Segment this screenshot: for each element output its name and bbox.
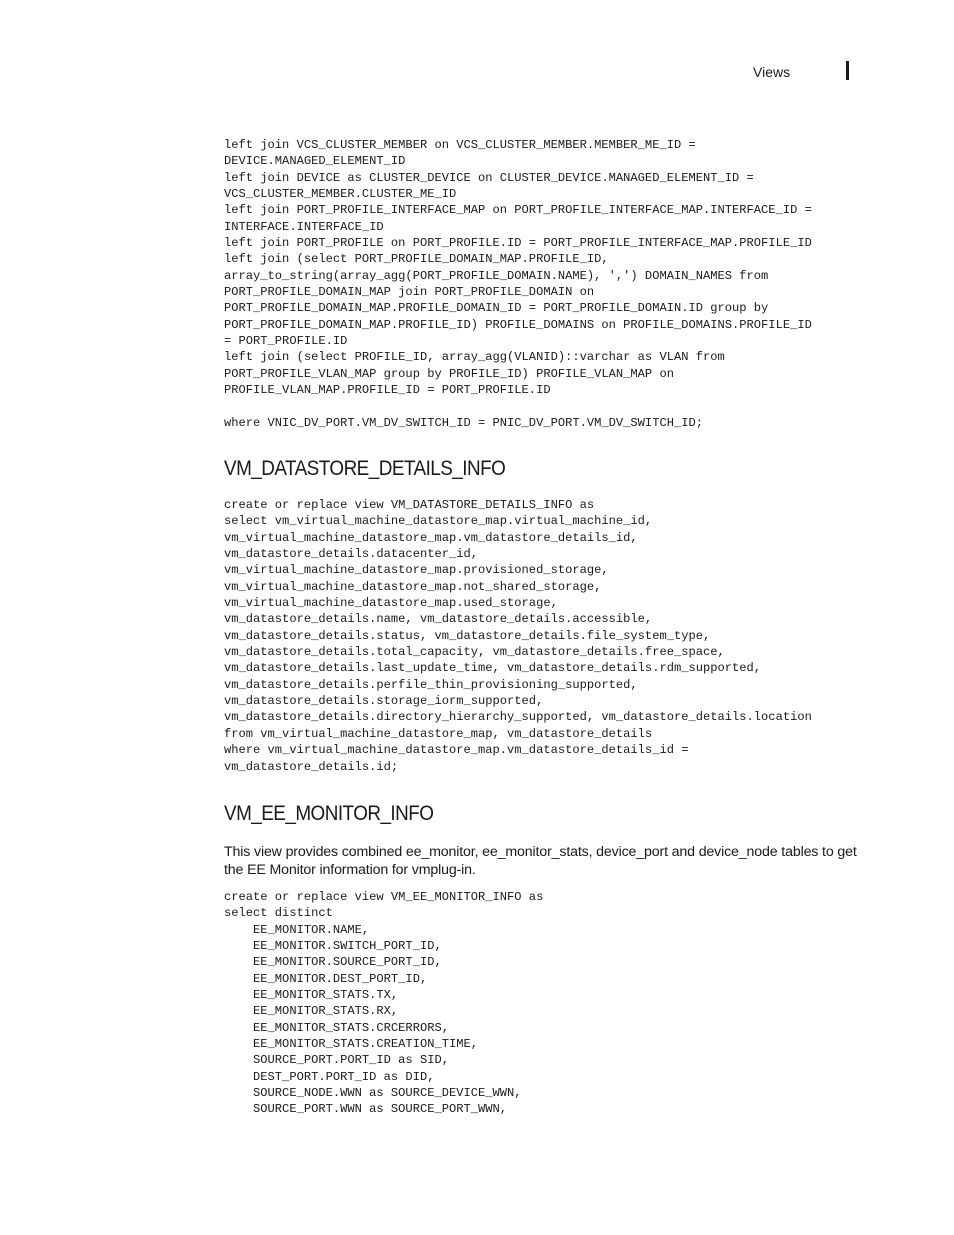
header-marker-bar bbox=[846, 61, 849, 80]
section-heading-datastore-details: VM_DATASTORE_DETAILS_INFO bbox=[224, 457, 506, 480]
ee-monitor-description: This view provides combined ee_monitor, ee_monitor_stats, device_port and device_node tables to get the EE Monitor information for vmplug-in. bbox=[224, 844, 857, 878]
sql-code-block-join-clauses: left join VCS_CLUSTER_MEMBER on VCS_CLUSTER_MEMBER.MEMBER_ME_ID = DEVICE.MANAGED_ELEMENT_ID left join DEVICE as CLUSTER_DEVICE on CLUSTER_DEVICE.MANAGED_ELEMENT_ID = VCS_CLUSTER_MEMBER.CLUSTER_ME_ID left join PORT_PROFILE_INTERFACE_MAP on PORT_PROFILE_INTERFACE_MAP.INTERFACE_ID = INTERFACE.INTERFACE_ID left join PORT_PROFILE on PORT_PROFILE.ID = PORT_PROFILE_INTERFACE_MAP.PROFILE_ID left join (select PORT_PROFILE_DOMAIN_MAP.PROFILE_ID, array_to_string(array_agg(PORT_PROFILE_DOMAIN.NAME), ',') DOMAIN_NAMES from PORT_PROFILE_DOMAIN_MAP join PORT_PROFILE_DOMAIN on PORT_PROFILE_DOMAIN_MAP.PROFILE_DOMAIN_ID = PORT_PROFILE_DOMAIN.ID group by PORT_PROFILE_DOMAIN_MAP.PROFILE_ID) PROFILE_DOMAINS on PROFILE_DOMAINS.PROFILE_ID = PORT_PROFILE.ID left join (select PROFILE_ID, array_agg(VLANID)::varchar as VLAN from PORT_PROFILE_VLAN_MAP group by PROFILE_ID) PROFILE_VLAN_MAP on PROFILE_VLAN_MAP.PROFILE_ID = PORT_PROFILE.ID where VNIC_DV_PORT.VM_DV_SWITCH_ID = PNIC_DV_PORT.VM_DV_SWITCH_ID; bbox=[224, 138, 812, 430]
sql-code-block-ee-monitor: create or replace view VM_EE_MONITOR_INFO as select distinct EE_MONITOR.NAME, EE_MONITOR.SWITCH_PORT_ID, EE_MONITOR.SOURCE_PORT_ID, EE_MONITOR.DEST_PORT_ID, EE_MONITOR_STATS.TX, EE_MONITOR_STATS.RX, EE_MONITOR_STATS.CRCERRORS, EE_MONITOR_STATS.CREATION_TIME, SOURCE_PORT.PORT_ID as SID, DEST_PORT.PORT_ID as DID, SOURCE_NODE.WWN as SOURCE_DEVICE_WWN, SOURCE_PORT.WWN as SOURCE_PORT_WWN, bbox=[224, 890, 544, 1117]
section-heading-ee-monitor: VM_EE_MONITOR_INFO bbox=[224, 802, 434, 825]
sql-code-block-datastore-details: create or replace view VM_DATASTORE_DETAILS_INFO as select vm_virtual_machine_datastore_map.virtual_machine_id, vm_virtual_machine_datastore_map.vm_datastore_details_id, vm_datastore_details.datacenter_id, vm_virtual_machine_datastore_map.provisioned_storage, vm_virtual_machine_datastore_map.not_shared_storage, vm_virtual_machine_datastore_map.used_storage, vm_datastore_details.name, vm_datastore_details.accessible, vm_datastore_details.status, vm_datastore_details.file_system_type, vm_datastore_details.total_capacity, vm_datastore_details.free_space, vm_datastore_details.last_update_time, vm_datastore_details.rdm_supported, vm_datastore_details.perfile_thin_provisioning_supported, vm_datastore_details.storage_iorm_supported, vm_datastore_details.directory_hierarchy_supported, vm_datastore_details.location from vm_virtual_machine_datastore_map, vm_datastore_details where vm_virtual_machine_datastore_map.vm_datastore_details_id = vm_datastore_details.id; bbox=[224, 498, 812, 774]
running-header-section: Views bbox=[753, 64, 791, 80]
